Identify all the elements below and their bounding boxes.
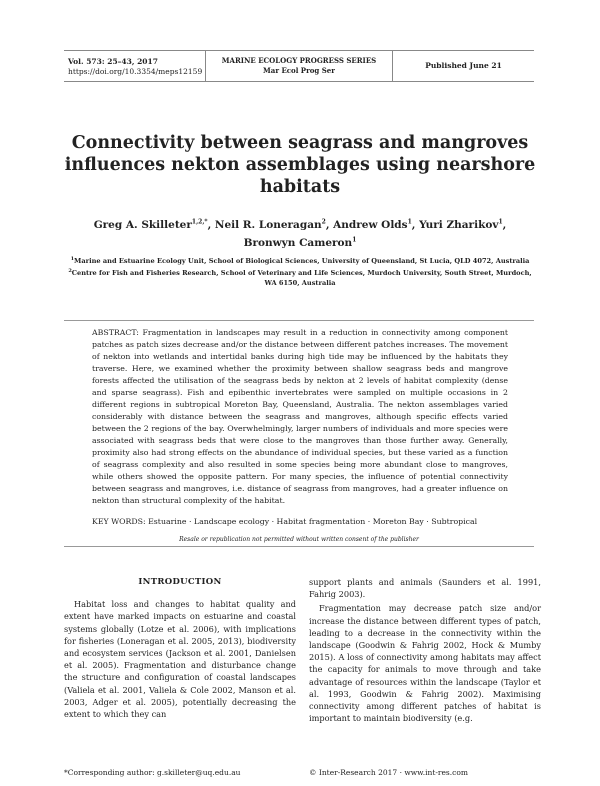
volume-info xyxy=(68,57,202,77)
doi-link[interactable]: https://doi.org/10.3354/meps12159 xyxy=(68,67,203,76)
column-right xyxy=(309,576,541,726)
published-date: Published June 21 xyxy=(425,61,502,70)
footnote: *Corresponding author: g.skilleter@uq.edu.au xyxy=(64,768,241,777)
author: Neil R. Loneragan$^2$, xyxy=(214,218,334,231)
paper-title: Connectivity between seagrass and mangroves influences nekton assemblages using nearshore habitats xyxy=(64,133,536,197)
affiliation: $^2$Centre for Fish and Fisheries Research, School of Veterinary and Life Sciences, Murdoch University, South Street, Murdoch, WA 6150, Australia xyxy=(68,268,532,288)
journal-abbrev: Mar Ecol Prog Ser xyxy=(263,66,335,75)
resale-notice: Resale or republication not permitted without written consent of the publisher xyxy=(179,536,419,543)
journal-title: MARINE ECOLOGY PROGRESS SERIES xyxy=(221,56,377,65)
column-left xyxy=(64,576,296,722)
abstract: ABSTRACT: Fragmentation in landscapes may result in a reduction in connectivity among component patches as patch sizes decrease and/or the distance between different patches increases. The movement of nekton into wetlands and intertidal banks during high tide may be influenced by the habitats they traverse. Here, we examined whether the proximity between shallow seagrass beds and mangrove forests affected the utilisation of the seagrass beds by nekton at 2 levels of habitat complexity (dense and sparse seagrass). Fish and epibenthic invertebrates were sampled on multiple occasions in 2 different regions in subtropical Moreton Bay, Queensland, Australia. The nekton assemblages varied considerably with distance between the seagrass and mangroves, although specific effects varied between the 2 regions of the bay. Overwhelmingly, larger numbers of individuals and more species were associated with seagrass beds that were close to the mangroves than those further away. Generally, proximity also had strong effects on the abundance of individual species, but these varied as a function of seagrass complexity and also resulted in some species being more abundant close to mangroves, while others showed the opposite pattern. For many species, the influence of potential connectivity between seagrass and mangroves, i.e. distance of seagrass from mangroves, had a greater influence on nekton than structural complexity of the habitat. xyxy=(92,328,508,505)
abstract-box xyxy=(64,320,534,547)
section-heading: INTRODUCTION xyxy=(138,577,222,587)
journal-header xyxy=(64,50,534,82)
paragraph: Habitat loss and changes to habitat quality and extent have marked impacts on estuarine and coastal systems globally (Lotze et al. 2006), with implications for fisheries (Loneragan et al. 2005, 2013), biodiversity and ecosystem services (Jackson et al. 2001, Danielsen et al. 2005). Fragmentation and disturbance change the structure and configuration of coastal landscapes (Valiela et al. 2001, Valiela & Cole 2002, Manson et al. 2003, Adger et al. 2005), potentially decreasing the extent to which they can xyxy=(64,599,296,720)
keywords: KEY WORDS: Estuarine · Landscape ecology · Habitat fragmentation · Moreton Bay · Subtropical xyxy=(92,517,478,526)
author: Yuri Zharikov$^1$, xyxy=(419,218,507,231)
author: Andrew Olds$^1$, xyxy=(333,218,420,231)
author-list xyxy=(60,214,540,251)
copyright: © Inter-Research 2017 · www.int-res.com xyxy=(309,768,468,777)
paragraph: support plants and animals (Saunders et al. 1991, Fahrig 2003). xyxy=(309,577,541,600)
volume: Vol. 573: 25–43, 2017 xyxy=(68,57,158,66)
author: Greg A. Skilleter$^{1,2,*}$, xyxy=(93,218,215,231)
affiliations xyxy=(64,254,536,288)
author: Bronwyn Cameron$^1$ xyxy=(243,236,357,249)
journal-name xyxy=(205,51,393,81)
paragraph: Fragmentation may decrease patch size and/or increase the distance between different types of patch, leading to a decrease in the connectivity within the landscape (Goodwin & Fahrig 2002, Hock & Mumby 2015). A loss of connectivity among habitats may affect the capacity for animals to move through and take advantage of resources within the landscape (Taylor et al. 1993, Goodwin & Fahrig 2002). Maximising connectivity among different patches of habitat is important to maintain biodiversity (e.g. xyxy=(309,603,541,724)
affiliation: $^1$Marine and Estuarine Ecology Unit, School of Biological Sciences, University of Queensland, St Lucia, QLD 4072, Australia xyxy=(70,256,530,266)
